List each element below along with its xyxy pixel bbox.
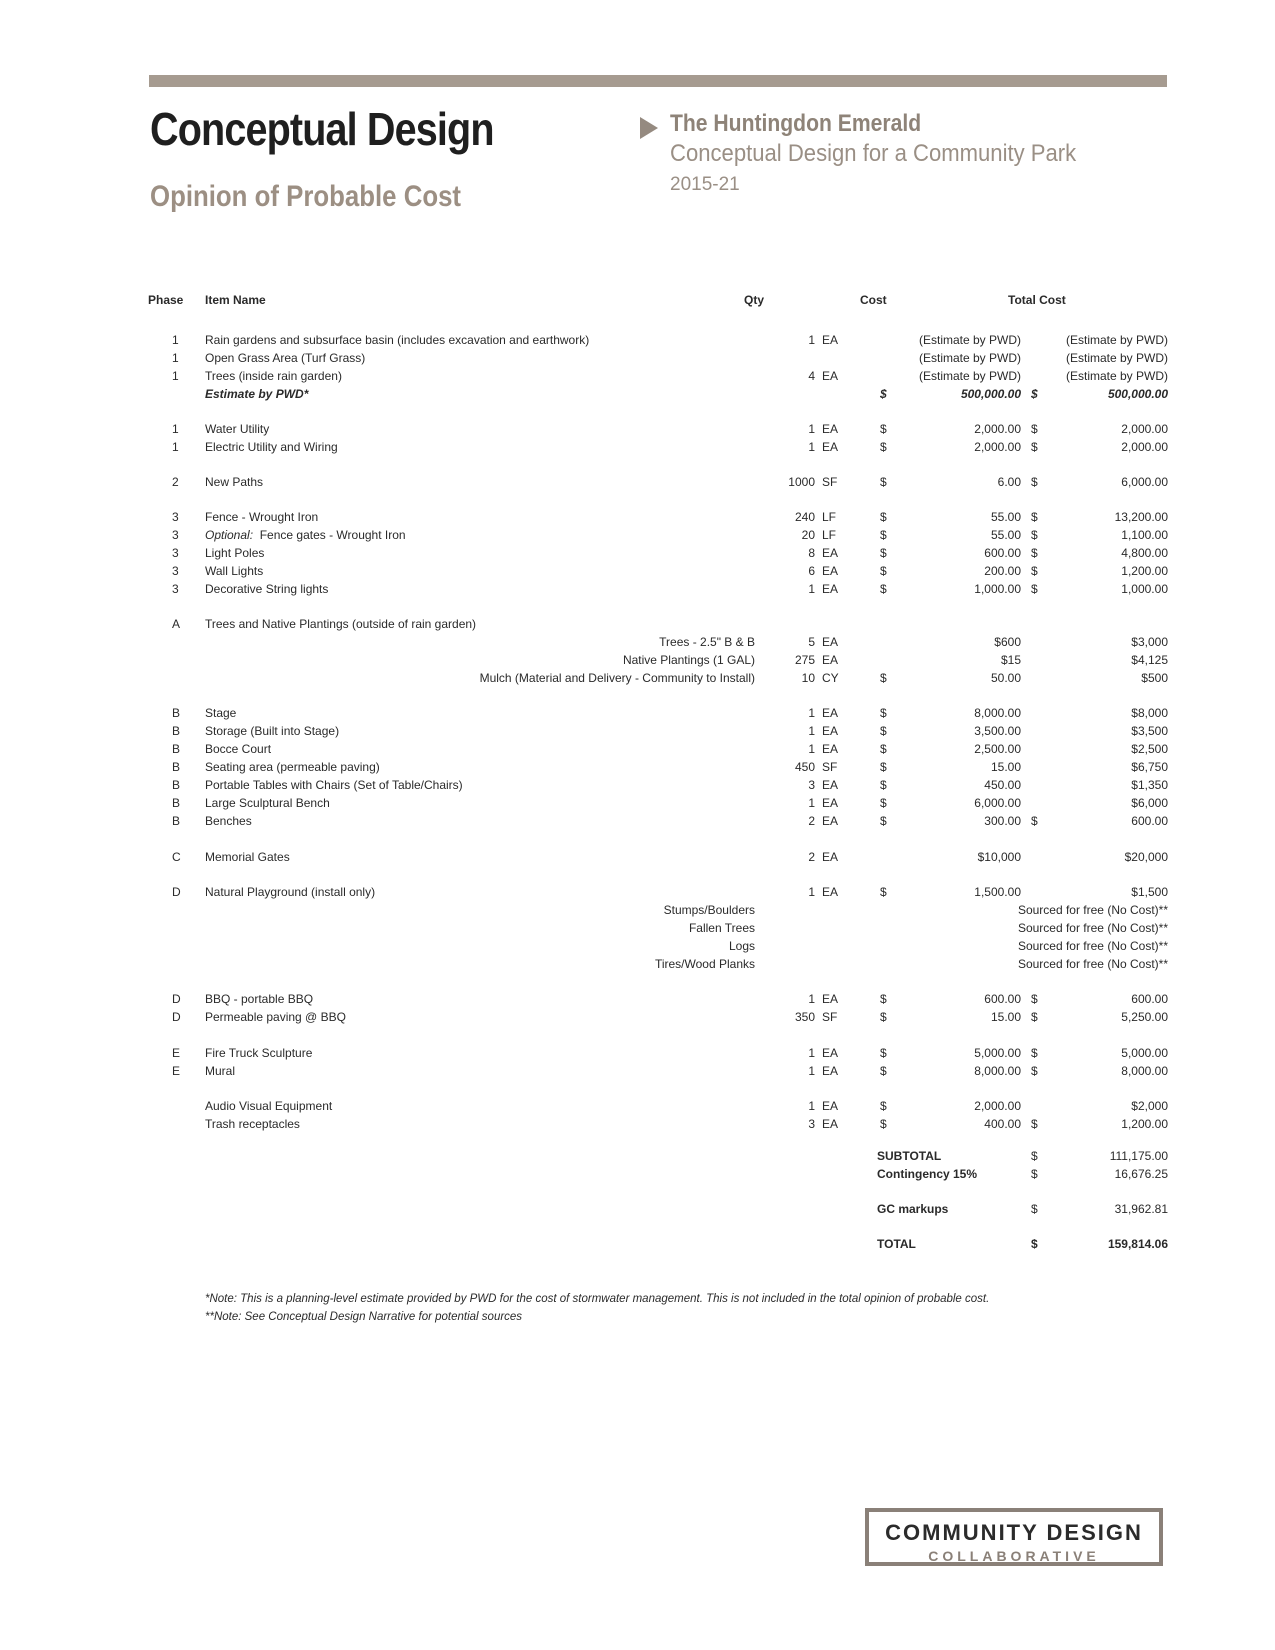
qty-cell: 20 (801, 528, 815, 542)
phase-cell: 3 (172, 582, 179, 596)
qty-cell: 1 (808, 1046, 815, 1060)
cost-cell: 3,500.00 (974, 724, 1021, 738)
unit-cell: EA (822, 742, 839, 756)
item-name-cell: Trash receptacles (205, 1117, 300, 1131)
cost-cell: 2,500.00 (974, 742, 1021, 756)
item-prefix: Optional: (205, 528, 254, 542)
phase-cell: B (172, 778, 181, 792)
cost-currency-cell: $ (880, 564, 887, 578)
item-name-cell: Trees and Native Plantings (outside of rain garden) (205, 617, 477, 631)
unit-cell: EA (822, 369, 839, 383)
phase-cell: 1 (172, 369, 179, 383)
qty-cell: 1 (808, 582, 815, 596)
unit-cell: EA (822, 992, 839, 1006)
table-row (0, 849, 1275, 865)
contingency-row (0, 1166, 1275, 1182)
item-name-cell: Audio Visual Equipment (205, 1099, 333, 1113)
total-currency-cell: $ (1031, 510, 1038, 524)
item-name-cell (205, 527, 406, 543)
phase-cell: D (172, 992, 181, 1006)
cost-cell: 8,000.00 (974, 1064, 1021, 1078)
cost-currency-cell: $ (880, 1064, 887, 1078)
cost-currency-cell: $ (880, 582, 887, 596)
unit-cell: CY (822, 671, 839, 685)
cost-currency-cell: $ (880, 742, 887, 756)
col-qty: Qty (744, 293, 765, 307)
cost-cell: (Estimate by PWD) (918, 351, 1021, 365)
contingency-currency: $ (1031, 1167, 1038, 1181)
cost-currency-cell: $ (880, 440, 887, 454)
subtotal-label: SUBTOTAL (877, 1149, 942, 1163)
table-row (0, 777, 1275, 793)
phase-cell: E (172, 1064, 181, 1078)
qty-cell: 8 (808, 546, 815, 560)
cost-currency-cell: $ (880, 1117, 887, 1131)
logo-line-1: COMMUNITY DESIGN (885, 1520, 1143, 1545)
total-cost-cell: 500,000.00 (1107, 387, 1168, 401)
phase-cell: B (172, 706, 181, 720)
total-currency-cell: $ (1031, 582, 1038, 596)
table-row (0, 795, 1275, 811)
total-value: 159,814.06 (1107, 1237, 1168, 1251)
gc-markups-label: GC markups (877, 1202, 949, 1216)
table-row (0, 1098, 1275, 1114)
qty-cell: 1 (808, 742, 815, 756)
unit-cell: EA (822, 724, 839, 738)
total-currency-cell: $ (1031, 422, 1038, 436)
item-name-cell: Estimate by PWD* (205, 387, 309, 401)
total-cost-cell: 6,000.00 (1121, 475, 1168, 489)
item-name-cell: Benches (205, 814, 252, 828)
qty-cell: 1 (808, 333, 815, 347)
cost-cell: (Estimate by PWD) (918, 369, 1021, 383)
total-currency-cell: $ (1031, 440, 1038, 454)
qty-cell: 1 (808, 1099, 815, 1113)
sub-item-cell: Native Plantings (1 GAL) (622, 653, 755, 667)
cost-currency-cell: $ (880, 387, 887, 401)
cost-currency-cell: $ (880, 814, 887, 828)
table-row (0, 920, 1275, 936)
qty-cell: 1000 (788, 475, 815, 489)
table-row (0, 991, 1275, 1007)
phase-cell: B (172, 724, 181, 738)
qty-cell: 450 (794, 760, 815, 774)
sub-item-cell: Trees - 2.5" B & B (659, 635, 755, 649)
sub-item-cell: Fallen Trees (688, 921, 755, 935)
cost-currency-cell: $ (880, 796, 887, 810)
item-name-cell: Rain gardens and subsurface basin (includes excavation and earthwork) (205, 333, 590, 347)
unit-cell: EA (822, 1046, 839, 1060)
cost-cell: 2,000.00 (974, 422, 1021, 436)
total-cost-cell: Sourced for free (No Cost)** (1017, 957, 1168, 971)
phase-cell: 3 (172, 528, 179, 542)
item-name-cell: Fence - Wrought Iron (205, 510, 319, 524)
cost-currency-cell: $ (880, 706, 887, 720)
cost-cell: 600.00 (984, 992, 1021, 1006)
total-currency-cell: $ (1031, 475, 1038, 489)
cost-cell: 300.00 (984, 814, 1021, 828)
unit-cell: LF (822, 528, 837, 542)
total-cost-cell: $4,125 (1131, 653, 1168, 667)
qty-cell: 10 (801, 671, 815, 685)
cost-cell: 15.00 (990, 760, 1021, 774)
phase-cell: B (172, 742, 181, 756)
phase-cell: 1 (172, 351, 179, 365)
table-row (0, 616, 1275, 632)
cost-cell: 6,000.00 (974, 796, 1021, 810)
table-row (0, 545, 1275, 561)
item-name-cell: Stage (205, 706, 237, 720)
cost-cell: 600.00 (984, 546, 1021, 560)
total-cost-cell: 5,250.00 (1121, 1010, 1168, 1024)
table-row (0, 1116, 1275, 1132)
sub-item-cell: Mulch (Material and Delivery - Community to Install) (479, 671, 755, 685)
total-cost-cell: 1,000.00 (1121, 582, 1168, 596)
cost-cell: 500,000.00 (960, 387, 1021, 401)
unit-cell: EA (822, 796, 839, 810)
total-row (0, 1236, 1275, 1252)
col-item-name: Item Name (205, 293, 266, 307)
total-cost-cell: 600.00 (1131, 992, 1168, 1006)
total-cost-cell: 1,200.00 (1121, 1117, 1168, 1131)
table-row (0, 938, 1275, 954)
total-currency-cell: $ (1031, 564, 1038, 578)
total-cost-cell: $3,500 (1131, 724, 1168, 738)
page-subtitle: Opinion of Probable Cost (150, 180, 462, 213)
item-name-cell: Fire Truck Sculpture (205, 1046, 313, 1060)
total-label: TOTAL (877, 1237, 916, 1251)
cost-currency-cell: $ (880, 1099, 887, 1113)
total-cost-cell: Sourced for free (No Cost)** (1017, 903, 1168, 917)
item-name-cell: New Paths (205, 475, 264, 489)
unit-cell: EA (822, 814, 839, 828)
cost-cell: 15.00 (990, 1010, 1021, 1024)
unit-cell: EA (822, 1099, 839, 1113)
cost-currency-cell: $ (880, 475, 887, 489)
total-currency: $ (1031, 1237, 1038, 1251)
gc-markups-row (0, 1201, 1275, 1217)
qty-cell: 2 (808, 850, 815, 864)
total-cost-cell: $6,750 (1131, 760, 1168, 774)
phase-cell: B (172, 796, 181, 810)
table-row (0, 563, 1275, 579)
table-row (0, 581, 1275, 597)
item-name-cell: Trees (inside rain garden) (205, 369, 342, 383)
col-phase: Phase (148, 293, 184, 307)
table-row (0, 723, 1275, 739)
total-cost-cell: 8,000.00 (1121, 1064, 1168, 1078)
phase-cell: A (172, 617, 181, 631)
cost-cell: $15 (1000, 653, 1021, 667)
qty-cell: 1 (808, 724, 815, 738)
cost-currency-cell: $ (880, 1046, 887, 1060)
qty-cell: 1 (808, 992, 815, 1006)
contingency-value: 16,676.25 (1114, 1167, 1168, 1181)
total-currency-cell: $ (1031, 814, 1038, 828)
cost-cell: 2,000.00 (974, 440, 1021, 454)
total-cost-cell: $2,500 (1131, 742, 1168, 756)
item-name-cell: Permeable paving @ BBQ (205, 1010, 346, 1024)
phase-cell: 2 (172, 475, 179, 489)
table-row (0, 368, 1275, 384)
item-name-cell: Water Utility (205, 422, 270, 436)
qty-cell: 2 (808, 814, 815, 828)
cost-currency-cell: $ (880, 528, 887, 542)
total-currency-cell: $ (1031, 528, 1038, 542)
cost-cell: $10,000 (977, 850, 1021, 864)
cost-cell: $600 (994, 635, 1021, 649)
cost-currency-cell: $ (880, 992, 887, 1006)
phase-cell: 3 (172, 546, 179, 560)
total-cost-cell: Sourced for free (No Cost)** (1017, 921, 1168, 935)
subtotal-value: 111,175.00 (1109, 1149, 1168, 1163)
qty-cell: 240 (794, 510, 815, 524)
sub-item-cell: Logs (728, 939, 755, 953)
table-row (0, 956, 1275, 972)
item-name-cell: Memorial Gates (205, 850, 290, 864)
phase-cell: 3 (172, 564, 179, 578)
unit-cell: SF (822, 475, 838, 489)
header-rule (149, 75, 1167, 87)
qty-cell: 3 (808, 1117, 815, 1131)
item-name-cell: Bocce Court (205, 742, 272, 756)
subtotal-currency: $ (1031, 1149, 1038, 1163)
table-row (0, 813, 1275, 829)
total-cost-cell: (Estimate by PWD) (1065, 351, 1168, 365)
qty-cell: 1 (808, 796, 815, 810)
play-triangle-icon (640, 117, 658, 139)
page-title: Conceptual Design (150, 103, 494, 155)
item-name-cell: Light Poles (205, 546, 265, 560)
qty-cell: 6 (808, 564, 815, 578)
footnote-2: **Note: See Conceptual Design Narrative for potential sources (205, 1311, 523, 1323)
total-cost-cell: (Estimate by PWD) (1065, 333, 1168, 347)
table-row (0, 884, 1275, 900)
table-row (0, 527, 1275, 543)
total-cost-cell: (Estimate by PWD) (1065, 369, 1168, 383)
unit-cell: SF (822, 1010, 838, 1024)
total-cost-cell: 2,000.00 (1121, 422, 1168, 436)
total-cost-cell: $2,000 (1131, 1099, 1168, 1113)
phase-cell: B (172, 760, 181, 774)
qty-cell: 1 (808, 706, 815, 720)
total-cost-cell: $6,000 (1131, 796, 1168, 810)
table-row (0, 670, 1275, 686)
project-year: 2015-21 (670, 174, 740, 195)
unit-cell: EA (822, 778, 839, 792)
qty-cell: 1 (808, 440, 815, 454)
footnote-1: *Note: This is a planning-level estimate provided by PWD for the cost of stormwater management. This is not included in the total opinion of probable cost. (205, 1293, 990, 1305)
total-cost-cell: $500 (1141, 671, 1168, 685)
qty-cell: 5 (808, 635, 815, 649)
total-cost-cell: $1,350 (1131, 778, 1168, 792)
phase-cell: D (172, 885, 181, 899)
table-row (0, 332, 1275, 348)
cost-cell: 1,000.00 (974, 582, 1021, 596)
cost-currency-cell: $ (880, 671, 887, 685)
item-name-cell: Wall Lights (205, 564, 264, 578)
item-name: Fence gates - Wrought Iron (259, 528, 406, 542)
col-cost: Cost (860, 293, 887, 307)
gc-markups-currency: $ (1031, 1202, 1038, 1216)
cost-currency-cell: $ (880, 885, 887, 899)
unit-cell: EA (822, 1117, 839, 1131)
total-currency-cell: $ (1031, 1010, 1038, 1024)
total-cost-cell: $3,000 (1131, 635, 1168, 649)
item-name-cell: Mural (205, 1064, 236, 1078)
table-row (0, 652, 1275, 668)
item-name-cell: Seating area (permeable paving) (205, 760, 380, 774)
phase-cell: 1 (172, 440, 179, 454)
table-row (0, 474, 1275, 490)
unit-cell: EA (822, 850, 839, 864)
gc-markups-value: 31,962.81 (1114, 1202, 1168, 1216)
project-description: Conceptual Design for a Community Park (670, 140, 1077, 167)
footnotes (205, 1290, 989, 1326)
cost-cell: 6.00 (997, 475, 1021, 489)
unit-cell: EA (822, 333, 839, 347)
qty-cell: 1 (808, 1064, 815, 1078)
item-name-cell: Portable Tables with Chairs (Set of Table/Chairs) (205, 778, 463, 792)
unit-cell: EA (822, 635, 839, 649)
total-cost-cell: 2,000.00 (1121, 440, 1168, 454)
cost-cell: 1,500.00 (974, 885, 1021, 899)
cost-cell: 55.00 (990, 528, 1021, 542)
table-row (0, 705, 1275, 721)
phase-cell: E (172, 1046, 181, 1060)
item-name-cell: Open Grass Area (Turf Grass) (205, 351, 366, 365)
total-currency-cell: $ (1031, 1117, 1038, 1131)
phase-cell: 3 (172, 510, 179, 524)
cost-cell: 200.00 (984, 564, 1021, 578)
unit-cell: EA (822, 422, 839, 436)
cost-cell: 450.00 (984, 778, 1021, 792)
unit-cell: EA (822, 706, 839, 720)
logo (865, 1508, 1163, 1566)
total-cost-cell: 1,100.00 (1121, 528, 1168, 542)
table-row (0, 386, 1275, 402)
unit-cell: EA (822, 885, 839, 899)
cost-cell: 5,000.00 (974, 1046, 1021, 1060)
total-currency-cell: $ (1031, 387, 1038, 401)
table-row (0, 439, 1275, 455)
qty-cell: 4 (808, 369, 815, 383)
total-cost-cell: $8,000 (1131, 706, 1168, 720)
col-total-cost: Total Cost (1008, 293, 1066, 307)
qty-cell: 350 (794, 1010, 815, 1024)
sub-item-cell: Stumps/Boulders (663, 903, 755, 917)
total-currency-cell: $ (1031, 1064, 1038, 1078)
total-currency-cell: $ (1031, 992, 1038, 1006)
total-cost-cell: 13,200.00 (1114, 510, 1168, 524)
cost-cell: 400.00 (984, 1117, 1021, 1131)
subtotal-row (0, 1148, 1275, 1164)
qty-cell: 1 (808, 422, 815, 436)
total-cost-cell: Sourced for free (No Cost)** (1017, 939, 1168, 953)
cost-cell: 50.00 (990, 671, 1021, 685)
cost-currency-cell: $ (880, 724, 887, 738)
total-cost-cell: 1,200.00 (1121, 564, 1168, 578)
table-row (0, 1063, 1275, 1079)
table-row (0, 741, 1275, 757)
item-name-cell: BBQ - portable BBQ (205, 992, 314, 1006)
item-name-cell: Storage (Built into Stage) (205, 724, 340, 738)
total-cost-cell: 5,000.00 (1121, 1046, 1168, 1060)
phase-cell: 1 (172, 422, 179, 436)
cost-currency-cell: $ (880, 510, 887, 524)
unit-cell: SF (822, 760, 838, 774)
cost-currency-cell: $ (880, 760, 887, 774)
item-name-cell: Natural Playground (install only) (205, 885, 376, 899)
total-cost-cell: $1,500 (1131, 885, 1168, 899)
unit-cell: EA (822, 440, 839, 454)
cost-cell: 55.00 (990, 510, 1021, 524)
phase-cell: D (172, 1010, 181, 1024)
table-header (0, 292, 1275, 308)
item-name-cell: Large Sculptural Bench (205, 796, 330, 810)
total-currency-cell: $ (1031, 1046, 1038, 1060)
unit-cell: EA (822, 653, 839, 667)
table-row (0, 509, 1275, 525)
logo-line-2: COLLABORATIVE (928, 1548, 1100, 1564)
phase-cell: C (172, 850, 181, 864)
cost-cell: 8,000.00 (974, 706, 1021, 720)
cost-cell: 2,000.00 (974, 1099, 1021, 1113)
table-row (0, 1045, 1275, 1061)
unit-cell: EA (822, 1064, 839, 1078)
project-name: The Huntingdon Emerald (670, 110, 922, 137)
table-row (0, 634, 1275, 650)
item-name-cell: Electric Utility and Wiring (205, 440, 338, 454)
total-currency-cell: $ (1031, 546, 1038, 560)
cost-currency-cell: $ (880, 778, 887, 792)
qty-cell: 275 (794, 653, 815, 667)
table-row (0, 1009, 1275, 1025)
unit-cell: EA (822, 564, 839, 578)
contingency-label: Contingency 15% (877, 1167, 978, 1181)
cost-cell: (Estimate by PWD) (918, 333, 1021, 347)
unit-cell: EA (822, 582, 839, 596)
table-row (0, 759, 1275, 775)
cost-currency-cell: $ (880, 1010, 887, 1024)
table-row (0, 902, 1275, 918)
item-name-cell: Decorative String lights (205, 582, 329, 596)
phase-cell: 1 (172, 333, 179, 347)
qty-cell: 1 (808, 885, 815, 899)
unit-cell: LF (822, 510, 837, 524)
total-cost-cell: $20,000 (1124, 850, 1168, 864)
total-cost-cell: 4,800.00 (1121, 546, 1168, 560)
total-cost-cell: 600.00 (1131, 814, 1168, 828)
table-row (0, 421, 1275, 437)
unit-cell: EA (822, 546, 839, 560)
cost-currency-cell: $ (880, 546, 887, 560)
phase-cell: B (172, 814, 181, 828)
table-row (0, 350, 1275, 366)
sub-item-cell: Tires/Wood Planks (654, 957, 755, 971)
qty-cell: 3 (808, 778, 815, 792)
cost-currency-cell: $ (880, 422, 887, 436)
